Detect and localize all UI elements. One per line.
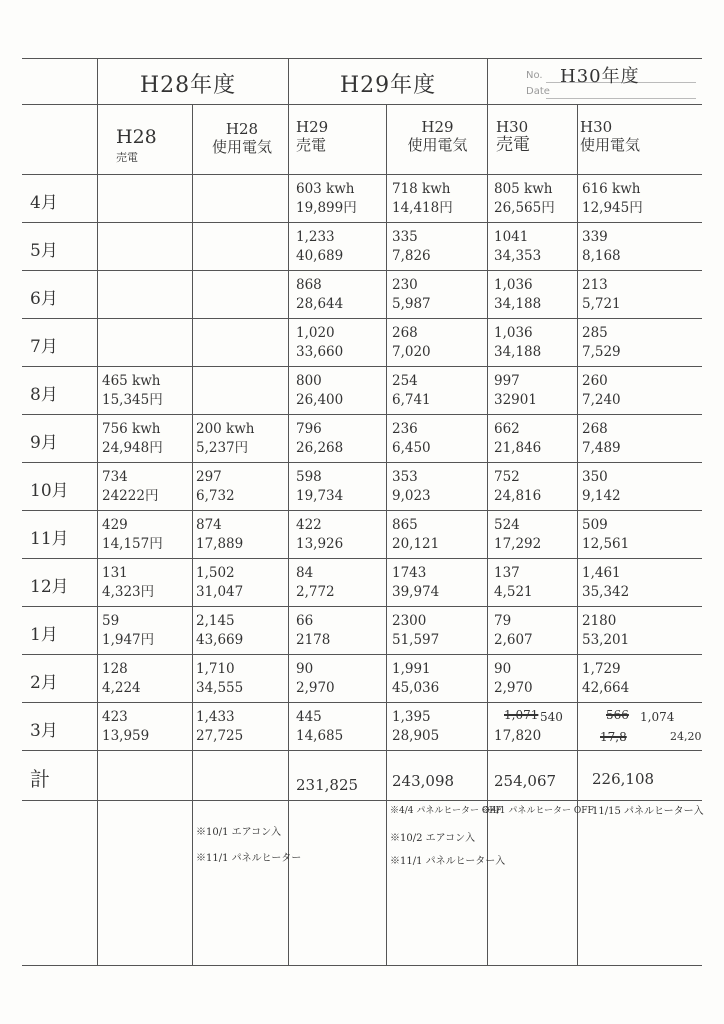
cell-kwh: 2,145 bbox=[196, 613, 235, 629]
cell-kwh: 1,433 bbox=[196, 709, 235, 725]
cell-yen: 1,947円 bbox=[102, 632, 155, 648]
cell-kwh: 260 bbox=[582, 373, 608, 389]
row-rule bbox=[22, 414, 702, 415]
row-rule bbox=[22, 654, 702, 655]
cell-yen: 24,20 bbox=[670, 730, 702, 743]
cell-yen: 19,899円 bbox=[296, 200, 357, 216]
cell-kwh: 540 bbox=[540, 710, 563, 724]
table-cell bbox=[196, 708, 243, 746]
row-rule bbox=[22, 222, 702, 223]
cell-kwh: 254 bbox=[392, 373, 418, 389]
column-rule bbox=[288, 58, 289, 965]
cell-yen: 4,521 bbox=[494, 584, 533, 600]
bottom-rule bbox=[22, 965, 702, 966]
table-cell bbox=[296, 564, 335, 602]
table-cell bbox=[102, 372, 163, 410]
cell-kwh: 734 bbox=[102, 469, 128, 485]
total-h29-use: 243,098 bbox=[392, 772, 455, 790]
cell-yen: 34,555 bbox=[196, 680, 244, 696]
cell-kwh: 335 bbox=[392, 229, 418, 245]
cell-yen: 13,926 bbox=[296, 536, 344, 552]
table-cell bbox=[582, 612, 629, 650]
table-cell bbox=[196, 612, 243, 650]
table-cell bbox=[392, 180, 453, 218]
cell-yen: 24,816 bbox=[494, 488, 542, 504]
table-cell bbox=[582, 180, 643, 218]
cell-kwh: 524 bbox=[494, 517, 520, 533]
cell-yen: 33,660 bbox=[296, 344, 344, 360]
table-cell bbox=[392, 372, 431, 410]
cell-kwh: 1,395 bbox=[392, 709, 431, 725]
cell-kwh: 268 bbox=[392, 325, 418, 341]
cell-yen: 5,237円 bbox=[196, 440, 249, 456]
table-cell bbox=[296, 276, 343, 314]
total-h30-sale: 254,067 bbox=[494, 772, 557, 790]
cell-yen: 51,597 bbox=[392, 632, 440, 648]
table-cell bbox=[392, 708, 439, 746]
cell-kwh: 137 bbox=[494, 565, 520, 581]
cell-kwh: 1,074 bbox=[640, 710, 675, 724]
cell-yen: 8,168 bbox=[582, 248, 621, 264]
cell-kwh: 429 bbox=[102, 517, 128, 533]
row-rule bbox=[22, 606, 702, 607]
cell-kwh: 1,502 bbox=[196, 565, 235, 581]
table-cell bbox=[102, 516, 163, 554]
month-label: 6月 bbox=[30, 289, 58, 309]
cell-yen: 7,529 bbox=[582, 344, 621, 360]
cell-kwh: 353 bbox=[392, 469, 418, 485]
cell-yen: 40,689 bbox=[296, 248, 344, 264]
cell-yen: 39,974 bbox=[392, 584, 440, 600]
table-cell bbox=[494, 180, 555, 218]
cell-kwh: 90 bbox=[494, 661, 512, 677]
cell-yen: 7,020 bbox=[392, 344, 431, 360]
header-rule bbox=[22, 104, 702, 105]
table-cell bbox=[102, 564, 154, 602]
table-cell bbox=[582, 228, 621, 266]
cell-kwh: 339 bbox=[582, 229, 608, 245]
table-cell bbox=[296, 180, 357, 218]
cell-kwh: 598 bbox=[296, 469, 322, 485]
cell-yen: 2,970 bbox=[494, 680, 533, 696]
table-cell bbox=[494, 564, 533, 602]
cell-kwh: 800 bbox=[296, 373, 322, 389]
cell-kwh: 1,729 bbox=[582, 661, 621, 677]
cell-yen: 6,741 bbox=[392, 392, 431, 408]
h28-year-title: H28年度 bbox=[140, 73, 237, 98]
table-cell bbox=[196, 468, 235, 506]
row-rule bbox=[22, 366, 702, 367]
cell-yen: 26,565円 bbox=[494, 200, 555, 216]
cell-kwh: 718 kwh bbox=[392, 181, 451, 197]
table-cell bbox=[494, 420, 541, 458]
cell-kwh: 603 kwh bbox=[296, 181, 355, 197]
cell-yen: 43,669 bbox=[196, 632, 244, 648]
row-rule bbox=[22, 558, 702, 559]
cell-kwh: 2300 bbox=[392, 613, 427, 629]
cell-kwh: 997 bbox=[494, 373, 520, 389]
cell-yen: 2178 bbox=[296, 632, 331, 648]
table-cell bbox=[494, 612, 533, 650]
cell-yen: 5,721 bbox=[582, 296, 621, 312]
cell-yen: 6,732 bbox=[196, 488, 235, 504]
cell-yen: 2,607 bbox=[494, 632, 533, 648]
table-cell bbox=[392, 324, 431, 362]
cell-yen: 26,400 bbox=[296, 392, 344, 408]
cell-yen: 9,142 bbox=[582, 488, 621, 504]
table-cell bbox=[392, 276, 431, 314]
table-cell bbox=[582, 276, 621, 314]
cell-yen: 7,489 bbox=[582, 440, 621, 456]
table-cell bbox=[392, 564, 439, 602]
table-cell bbox=[392, 660, 439, 698]
table-cell bbox=[102, 420, 163, 458]
struck-value: 17,8 bbox=[600, 730, 627, 744]
cell-kwh: 1,036 bbox=[494, 277, 533, 293]
cell-kwh: 509 bbox=[582, 517, 608, 533]
cell-yen: 15,345円 bbox=[102, 392, 163, 408]
note-h29-use-2: ※11/1 パネルヒーター入 bbox=[390, 856, 506, 867]
column-header: H29 売電 bbox=[296, 118, 329, 154]
table-cell bbox=[582, 372, 621, 410]
table-cell bbox=[494, 468, 541, 506]
cell-yen: 53,201 bbox=[582, 632, 630, 648]
table-cell bbox=[196, 564, 243, 602]
table-cell bbox=[392, 612, 439, 650]
struck-value: 566 bbox=[606, 708, 629, 722]
cell-yen: 4,323円 bbox=[102, 584, 155, 600]
table-cell bbox=[102, 468, 158, 506]
table-cell bbox=[196, 420, 255, 458]
h29-year-title: H29年度 bbox=[340, 73, 437, 98]
note-h30-use-1: 11/15 パネルヒーター入 bbox=[592, 806, 704, 817]
month-label: 11月 bbox=[30, 529, 69, 549]
cell-kwh: 465 kwh bbox=[102, 373, 161, 389]
cell-yen: 4,224 bbox=[102, 680, 141, 696]
cell-yen: 45,036 bbox=[392, 680, 440, 696]
table-cell bbox=[494, 228, 541, 266]
cell-yen: 13,959 bbox=[102, 728, 150, 744]
total-h29-sale: 231,825 bbox=[296, 776, 359, 794]
cell-kwh: 128 bbox=[102, 661, 128, 677]
column-rule bbox=[386, 104, 387, 965]
table-cell bbox=[392, 420, 431, 458]
cell-kwh: 1,710 bbox=[196, 661, 235, 677]
month-label: 12月 bbox=[30, 577, 69, 597]
cell-yen: 14,685 bbox=[296, 728, 344, 744]
cell-kwh: 796 bbox=[296, 421, 322, 437]
subheader-rule bbox=[22, 174, 702, 175]
cell-kwh: 200 kwh bbox=[196, 421, 255, 437]
month-label: 2月 bbox=[30, 673, 58, 693]
row-rule bbox=[22, 510, 702, 511]
month-label: 8月 bbox=[30, 385, 58, 405]
note-h28-use-2: ※11/1 パネルヒーター bbox=[196, 853, 302, 864]
row-rule bbox=[22, 750, 702, 751]
table-cell bbox=[102, 708, 149, 746]
table-cell bbox=[296, 324, 343, 362]
cell-yen: 24222円 bbox=[102, 488, 159, 504]
column-rule bbox=[97, 58, 98, 965]
cell-kwh: 662 bbox=[494, 421, 520, 437]
cell-yen: 12,561 bbox=[582, 536, 630, 552]
table-cell bbox=[196, 516, 243, 554]
table-cell bbox=[582, 516, 629, 554]
table-cell bbox=[392, 468, 431, 506]
cell-yen: 26,268 bbox=[296, 440, 344, 456]
table-cell bbox=[296, 612, 330, 650]
cell-kwh: 868 bbox=[296, 277, 322, 293]
cell-yen: 35,342 bbox=[582, 584, 630, 600]
note-h29-sale-1: ※4/4 パネルヒーター OFF bbox=[390, 806, 502, 816]
month-label: 9月 bbox=[30, 433, 58, 453]
cell-yen: 19,734 bbox=[296, 488, 344, 504]
date-underline bbox=[546, 98, 696, 99]
table-cell bbox=[296, 516, 343, 554]
month-label: 3月 bbox=[30, 721, 58, 741]
no-label: No. bbox=[526, 70, 543, 81]
column-rule bbox=[577, 104, 578, 965]
cell-yen: 20,121 bbox=[392, 536, 440, 552]
total-h30-use: 226,108 bbox=[592, 770, 655, 788]
cell-yen: 28,644 bbox=[296, 296, 344, 312]
column-header: H28 売電 bbox=[116, 126, 157, 164]
cell-yen: 42,664 bbox=[582, 680, 630, 696]
date-label: Date bbox=[526, 86, 550, 97]
table-cell bbox=[392, 516, 439, 554]
cell-kwh: 1041 bbox=[494, 229, 529, 245]
column-header: H29 使用電気 bbox=[407, 118, 468, 154]
table-cell bbox=[582, 420, 621, 458]
cell-yen: 14,157円 bbox=[102, 536, 163, 552]
cell-kwh: 2180 bbox=[582, 613, 617, 629]
table-cell bbox=[296, 660, 335, 698]
cell-kwh: 1743 bbox=[392, 565, 427, 581]
cell-kwh: 1,036 bbox=[494, 325, 533, 341]
row-rule bbox=[22, 270, 702, 271]
table-cell bbox=[392, 228, 431, 266]
column-header: H30 売電 bbox=[496, 118, 530, 155]
table-cell bbox=[296, 372, 343, 410]
cell-kwh: 268 bbox=[582, 421, 608, 437]
cell-kwh: 445 bbox=[296, 709, 322, 725]
column-header: H28 使用電気 bbox=[211, 120, 272, 156]
cell-yen: 21,846 bbox=[494, 440, 542, 456]
row-rule bbox=[22, 318, 702, 319]
cell-kwh: 756 kwh bbox=[102, 421, 161, 437]
h30-year-title: H30年度 bbox=[560, 66, 640, 87]
cell-kwh: 423 bbox=[102, 709, 128, 725]
note-h30-sale-1: ※4/1 パネルヒーター OFF bbox=[482, 806, 594, 816]
cell-kwh: 874 bbox=[196, 517, 222, 533]
cell-kwh: 616 kwh bbox=[582, 181, 641, 197]
cell-yen: 6,450 bbox=[392, 440, 431, 456]
table-cell bbox=[296, 468, 343, 506]
cell-yen: 9,023 bbox=[392, 488, 431, 504]
table-cell bbox=[196, 660, 243, 698]
table-cell bbox=[582, 660, 629, 698]
cell-kwh: 297 bbox=[196, 469, 222, 485]
cell-kwh: 422 bbox=[296, 517, 322, 533]
cell-yen: 14,418円 bbox=[392, 200, 453, 216]
cell-yen: 31,047 bbox=[196, 584, 244, 600]
cell-kwh: 285 bbox=[582, 325, 608, 341]
cell-yen: 17,820 bbox=[494, 728, 542, 744]
cell-kwh: 805 kwh bbox=[494, 181, 553, 197]
table-cell bbox=[494, 276, 541, 314]
cell-yen: 32901 bbox=[494, 392, 537, 408]
cell-kwh: 59 bbox=[102, 613, 120, 629]
cell-kwh: 752 bbox=[494, 469, 520, 485]
table-cell bbox=[296, 708, 343, 746]
row-rule bbox=[22, 702, 702, 703]
cell-yen: 5,987 bbox=[392, 296, 431, 312]
cell-yen: 12,945円 bbox=[582, 200, 643, 216]
cell-kwh: 1,020 bbox=[296, 325, 335, 341]
row-rule bbox=[22, 462, 702, 463]
table-cell bbox=[296, 228, 343, 266]
table-cell bbox=[582, 468, 621, 506]
month-label: 7月 bbox=[30, 337, 58, 357]
table-cell bbox=[494, 324, 541, 362]
cell-yen: 7,826 bbox=[392, 248, 431, 264]
cell-kwh: 131 bbox=[102, 565, 128, 581]
cell-yen: 17,889 bbox=[196, 536, 244, 552]
struck-value: 1,071 bbox=[504, 708, 539, 722]
cell-yen: 27,725 bbox=[196, 728, 244, 744]
table-cell bbox=[582, 324, 621, 362]
cell-kwh: 1,991 bbox=[392, 661, 431, 677]
cell-yen: 17,292 bbox=[494, 536, 542, 552]
table-cell bbox=[582, 564, 629, 602]
cell-kwh: 84 bbox=[296, 565, 314, 581]
cell-yen: 2,772 bbox=[296, 584, 335, 600]
note-h29-use-1: ※10/2 エアコン入 bbox=[390, 833, 476, 844]
month-label: 10月 bbox=[30, 481, 69, 501]
table-cell bbox=[102, 612, 154, 650]
total-rule bbox=[22, 800, 702, 801]
table-cell bbox=[296, 420, 343, 458]
cell-yen: 34,188 bbox=[494, 344, 542, 360]
cell-kwh: 230 bbox=[392, 277, 418, 293]
column-header: H30 使用電気 bbox=[580, 118, 641, 154]
cell-yen: 24,948円 bbox=[102, 440, 163, 456]
cell-yen: 34,188 bbox=[494, 296, 542, 312]
cell-yen: 7,240 bbox=[582, 392, 621, 408]
cell-kwh: 1,461 bbox=[582, 565, 621, 581]
column-rule bbox=[487, 58, 488, 965]
month-label: 4月 bbox=[30, 193, 58, 213]
cell-kwh: 66 bbox=[296, 613, 314, 629]
month-label: 1月 bbox=[30, 625, 58, 645]
cell-kwh: 350 bbox=[582, 469, 608, 485]
top-rule bbox=[22, 58, 702, 59]
cell-kwh: 865 bbox=[392, 517, 418, 533]
total-label: 計 bbox=[30, 767, 50, 791]
cell-yen: 28,905 bbox=[392, 728, 440, 744]
cell-kwh: 90 bbox=[296, 661, 314, 677]
cell-kwh: 79 bbox=[494, 613, 512, 629]
table-cell bbox=[494, 372, 537, 410]
cell-kwh: 213 bbox=[582, 277, 608, 293]
cell-kwh: 236 bbox=[392, 421, 418, 437]
column-rule bbox=[192, 104, 193, 965]
table-cell bbox=[494, 660, 533, 698]
month-label: 5月 bbox=[30, 241, 58, 261]
table-cell bbox=[494, 516, 541, 554]
cell-yen: 2,970 bbox=[296, 680, 335, 696]
cell-kwh: 1,233 bbox=[296, 229, 335, 245]
table-cell bbox=[102, 660, 141, 698]
note-h28-use-1: ※10/1 エアコン入 bbox=[196, 827, 282, 838]
cell-yen: 34,353 bbox=[494, 248, 542, 264]
